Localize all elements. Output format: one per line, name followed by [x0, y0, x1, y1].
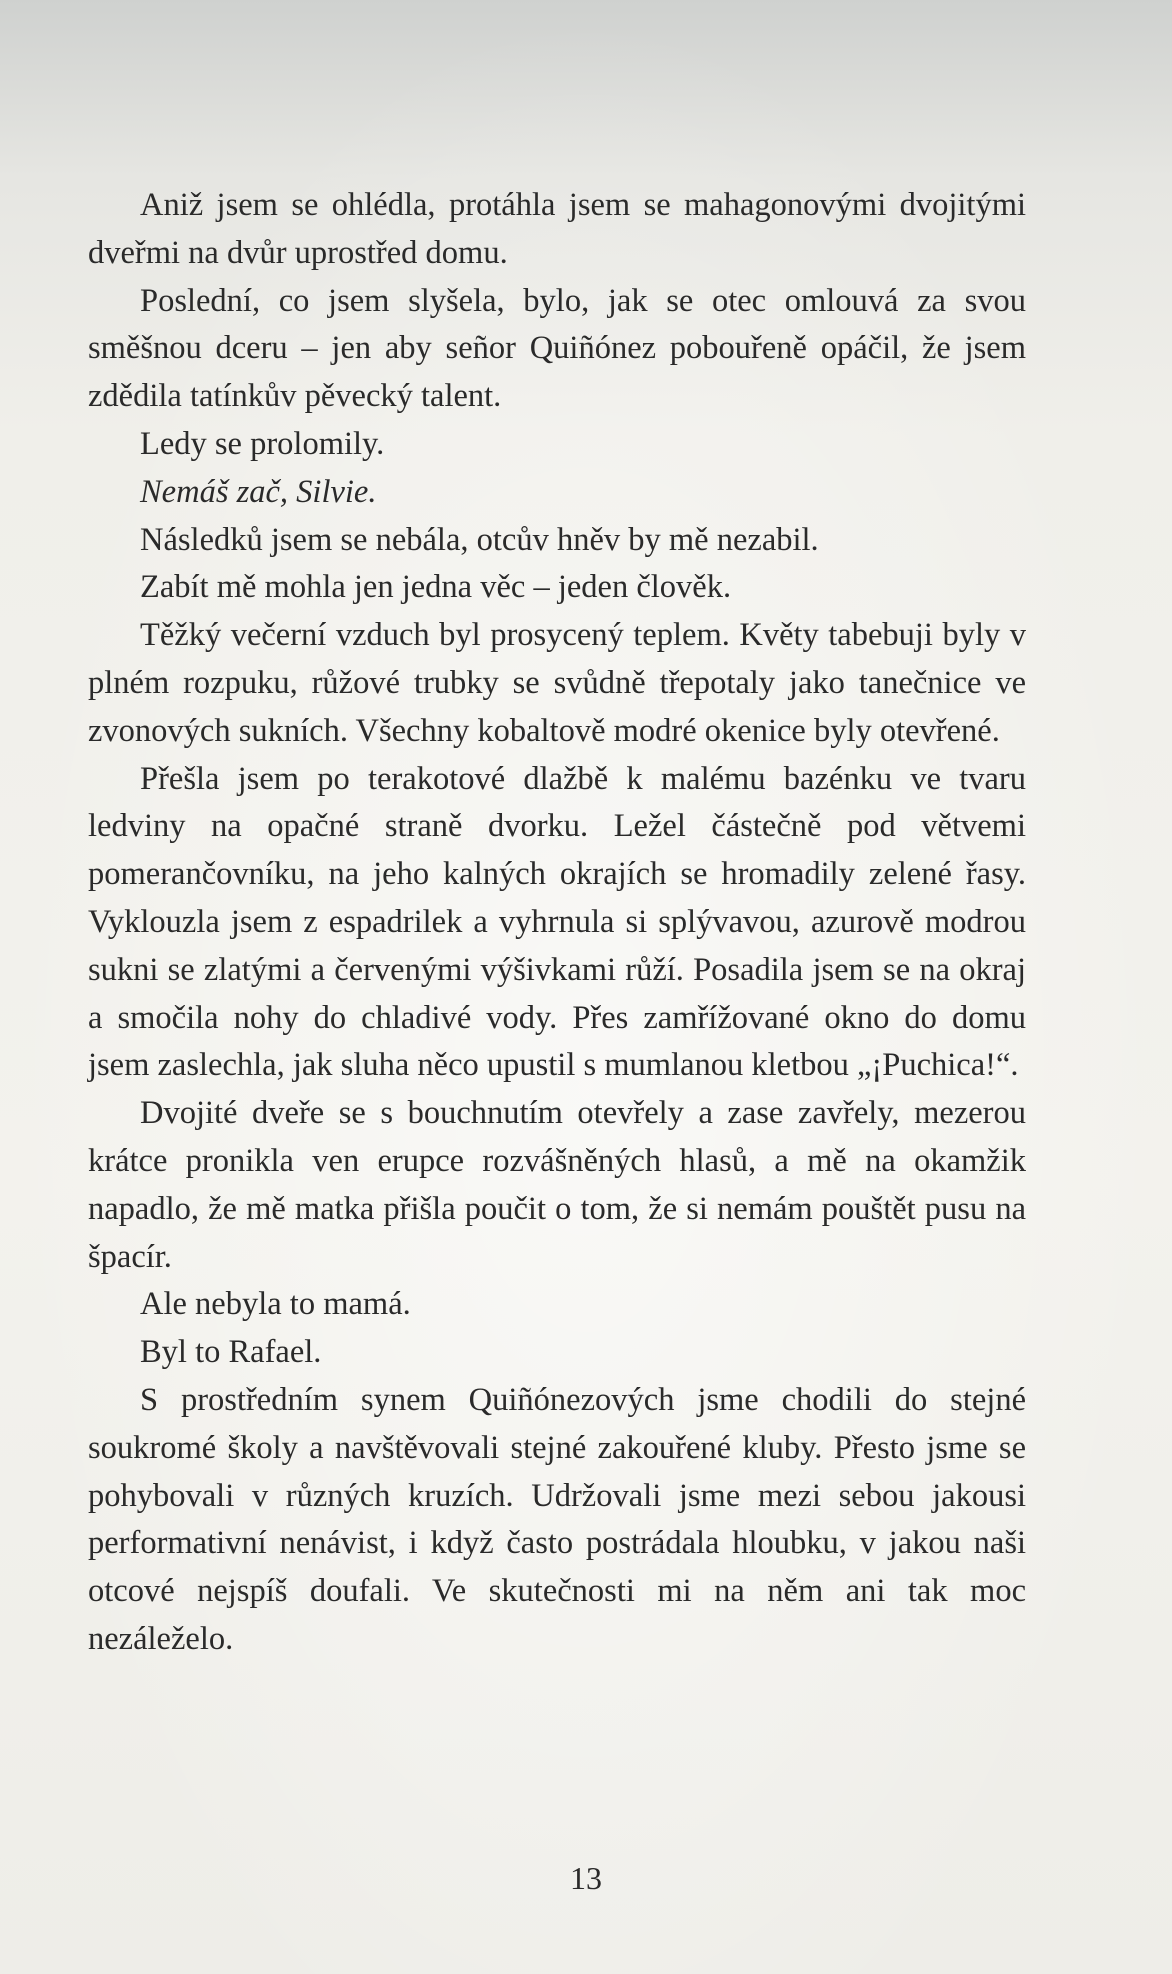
- paragraph-italic: Nemáš zač, Silvie.: [140, 473, 377, 510]
- paragraph: Přešla jsem po terakotové dlažbě k malému bazénku ve tvaru ledviny na opačné straně dvorku. Ležel částečně pod větvemi pomerančovníku, na jeho kalných okrajích se hromadily zelené řasy. Vyklouzla jsem z espadrilek a vyhrnula si splývavou, azurově modrou sukni se zlatými a červenými výšivkami růží. Posadila jsem se na okraj a smočila nohy do chladivé vody. Přes zamřížované okno do domu jsem zaslechla, jak sluha něco upustil s mumlanou kletbou „¡Puchica!“.: [88, 760, 1026, 1084]
- page-number: 13: [570, 1860, 602, 1896]
- paragraph: S prostředním synem Quiñónezových jsme chodili do stejné soukromé školy a navštěvovali stejné zakouřené kluby. Přesto jsme se pohybovali v různých kruzích. Udržovali jsme mezi sebou jakousi performativní nenávist, i když často postrádala hloubku, v jakou naši otcové nejspíš doufali. Ve skutečnosti mi na něm ani tak moc nezáleželo.: [88, 1381, 1026, 1657]
- paragraph: Poslední, co jsem slyšela, bylo, jak se otec omlouvá za svou směšnou dceru – jen aby señor Quiñónez pobouřeně opáčil, že jsem zdědila tatínkův pěvecký talent.: [88, 282, 1026, 415]
- paragraph: Dvojité dveře se s bouchnutím otevřely a zase zavřely, mezerou krátce pronikla ven erupce rozvášněných hlasů, a mě na okamžik napadlo, že mě matka přišla poučit o tom, že si nemám pouštět pusu na špacír.: [88, 1095, 1026, 1275]
- paragraph: Ledy se prolomily.: [140, 425, 385, 462]
- paragraph: Byl to Rafael.: [140, 1334, 322, 1371]
- paragraph: Zabít mě mohla jen jedna věc – jeden člověk.: [140, 569, 732, 606]
- paragraph: Ale nebyla to mamá.: [140, 1286, 411, 1323]
- body-text: [88, 182, 1026, 1664]
- paragraph: Aniž jsem se ohlédla, protáhla jsem se mahagonovými dvojitými dveřmi na dvůr uprostřed domu.: [88, 187, 1026, 271]
- paragraph: Následků jsem se nebála, otcův hněv by mě nezabil.: [140, 521, 819, 558]
- paragraph: Těžký večerní vzduch byl prosycený teplem. Květy tabebuji byly v plném rozpuku, růžové trubky se svůdně třepotaly jako tanečnice ve zvonových sukních. Všechny kobaltově modré okenice byly otevřené.: [88, 617, 1026, 749]
